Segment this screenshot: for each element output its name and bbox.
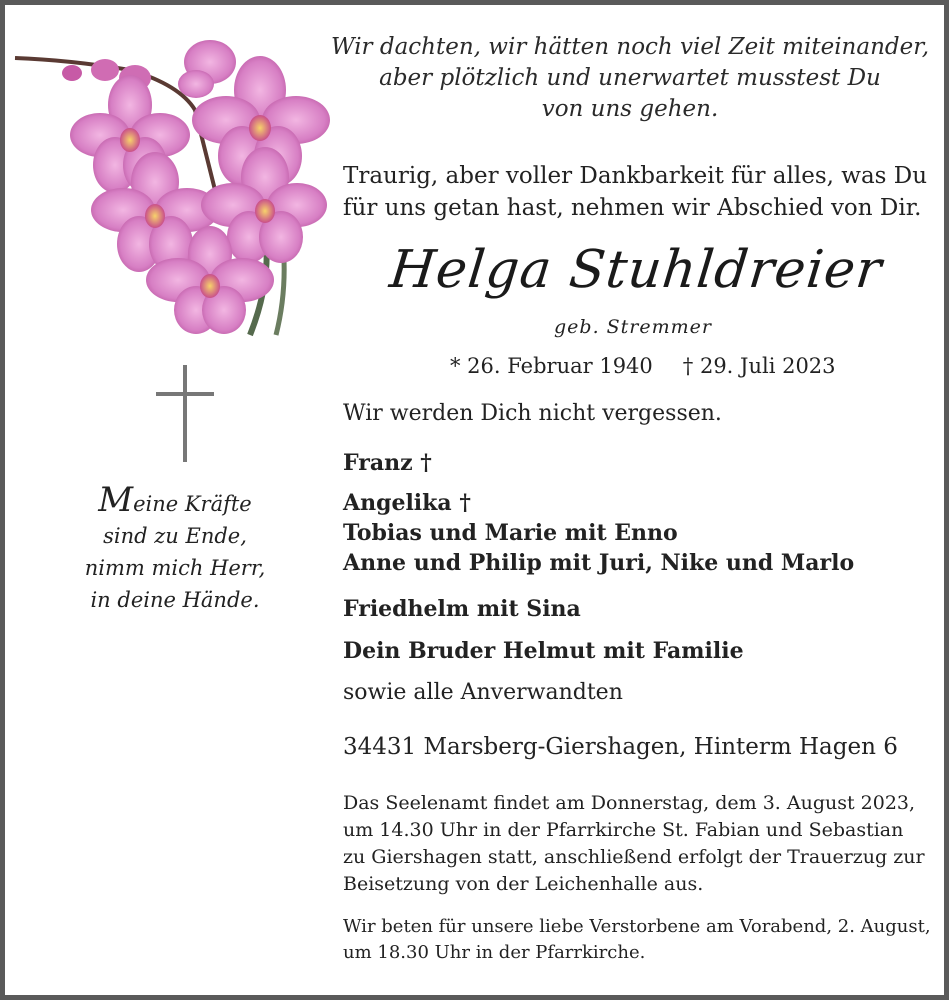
mourner-line: Friedhelm mit Sina [343, 596, 581, 622]
prayer-line: Wir beten für unsere liebe Verstorbene am Vorabend, 2. August, [343, 916, 931, 937]
orchid-image [10, 30, 330, 340]
intro-line: Traurig, aber voller Dankbarkeit für alles, was Du [343, 163, 928, 189]
verse-first-line [40, 480, 310, 520]
intro-line: für uns getan hast, nehmen wir Abschied von Dir. [343, 195, 922, 221]
service-line: Das Seelenamt findet am Donnerstag, dem 3. August 2023, [343, 792, 916, 814]
mourner-line: Dein Bruder Helmut mit Familie [343, 638, 744, 664]
mourner-line: Franz † [343, 450, 432, 476]
cross-icon-bar [156, 392, 214, 396]
death-date: † 29. Juli 2023 [682, 354, 836, 378]
life-dates [450, 354, 836, 378]
relatives-line: sowie alle Anverwandten [343, 680, 623, 705]
mourner-line: Angelika † [343, 490, 471, 516]
prayer-info [343, 914, 931, 966]
verse-line: in deine Hände. [90, 588, 260, 612]
birth-date: * 26. Februar 1940 [450, 354, 653, 378]
mourner-line: Tobias und Marie mit Enno [343, 520, 678, 546]
farewell-intro [343, 160, 927, 224]
cross-icon [183, 365, 187, 462]
address: 34431 Marsberg-Giershagen, Hinterm Hagen 6 [343, 734, 898, 760]
service-info [343, 790, 925, 898]
service-line: um 14.30 Uhr in der Pfarrkirche St. Fabian und Sebastian [343, 819, 904, 841]
verse-line: sind zu Ende, [103, 524, 247, 548]
verse-line: nimm mich Herr, [84, 556, 266, 580]
quote-line: von uns gehen. [541, 96, 719, 122]
quote-line: Wir dachten, wir hätten noch viel Zeit miteinander, [330, 34, 930, 60]
service-line: Beisetzung von der Leichenhalle aus. [343, 873, 704, 895]
prayer-line: um 18.30 Uhr in der Pfarrkirche. [343, 942, 646, 963]
bible-verse [40, 480, 310, 616]
verse-first-rest: eine Kräfte [133, 492, 252, 516]
mourner-line: Anne und Philip mit Juri, Nike und Marlo [343, 550, 855, 576]
service-line: zu Giershagen statt, anschließend erfolgt der Trauerzug zur [343, 846, 925, 868]
quote-line: aber plötzlich und unerwartet musstest Du [379, 65, 881, 91]
remembrance-line: Wir werden Dich nicht vergessen. [343, 401, 722, 426]
maiden-name: geb. Stremmer [554, 316, 712, 338]
verse-initial: M [98, 480, 134, 520]
opening-quote [330, 32, 930, 125]
deceased-name: Helga Stuhldreier [386, 240, 886, 300]
